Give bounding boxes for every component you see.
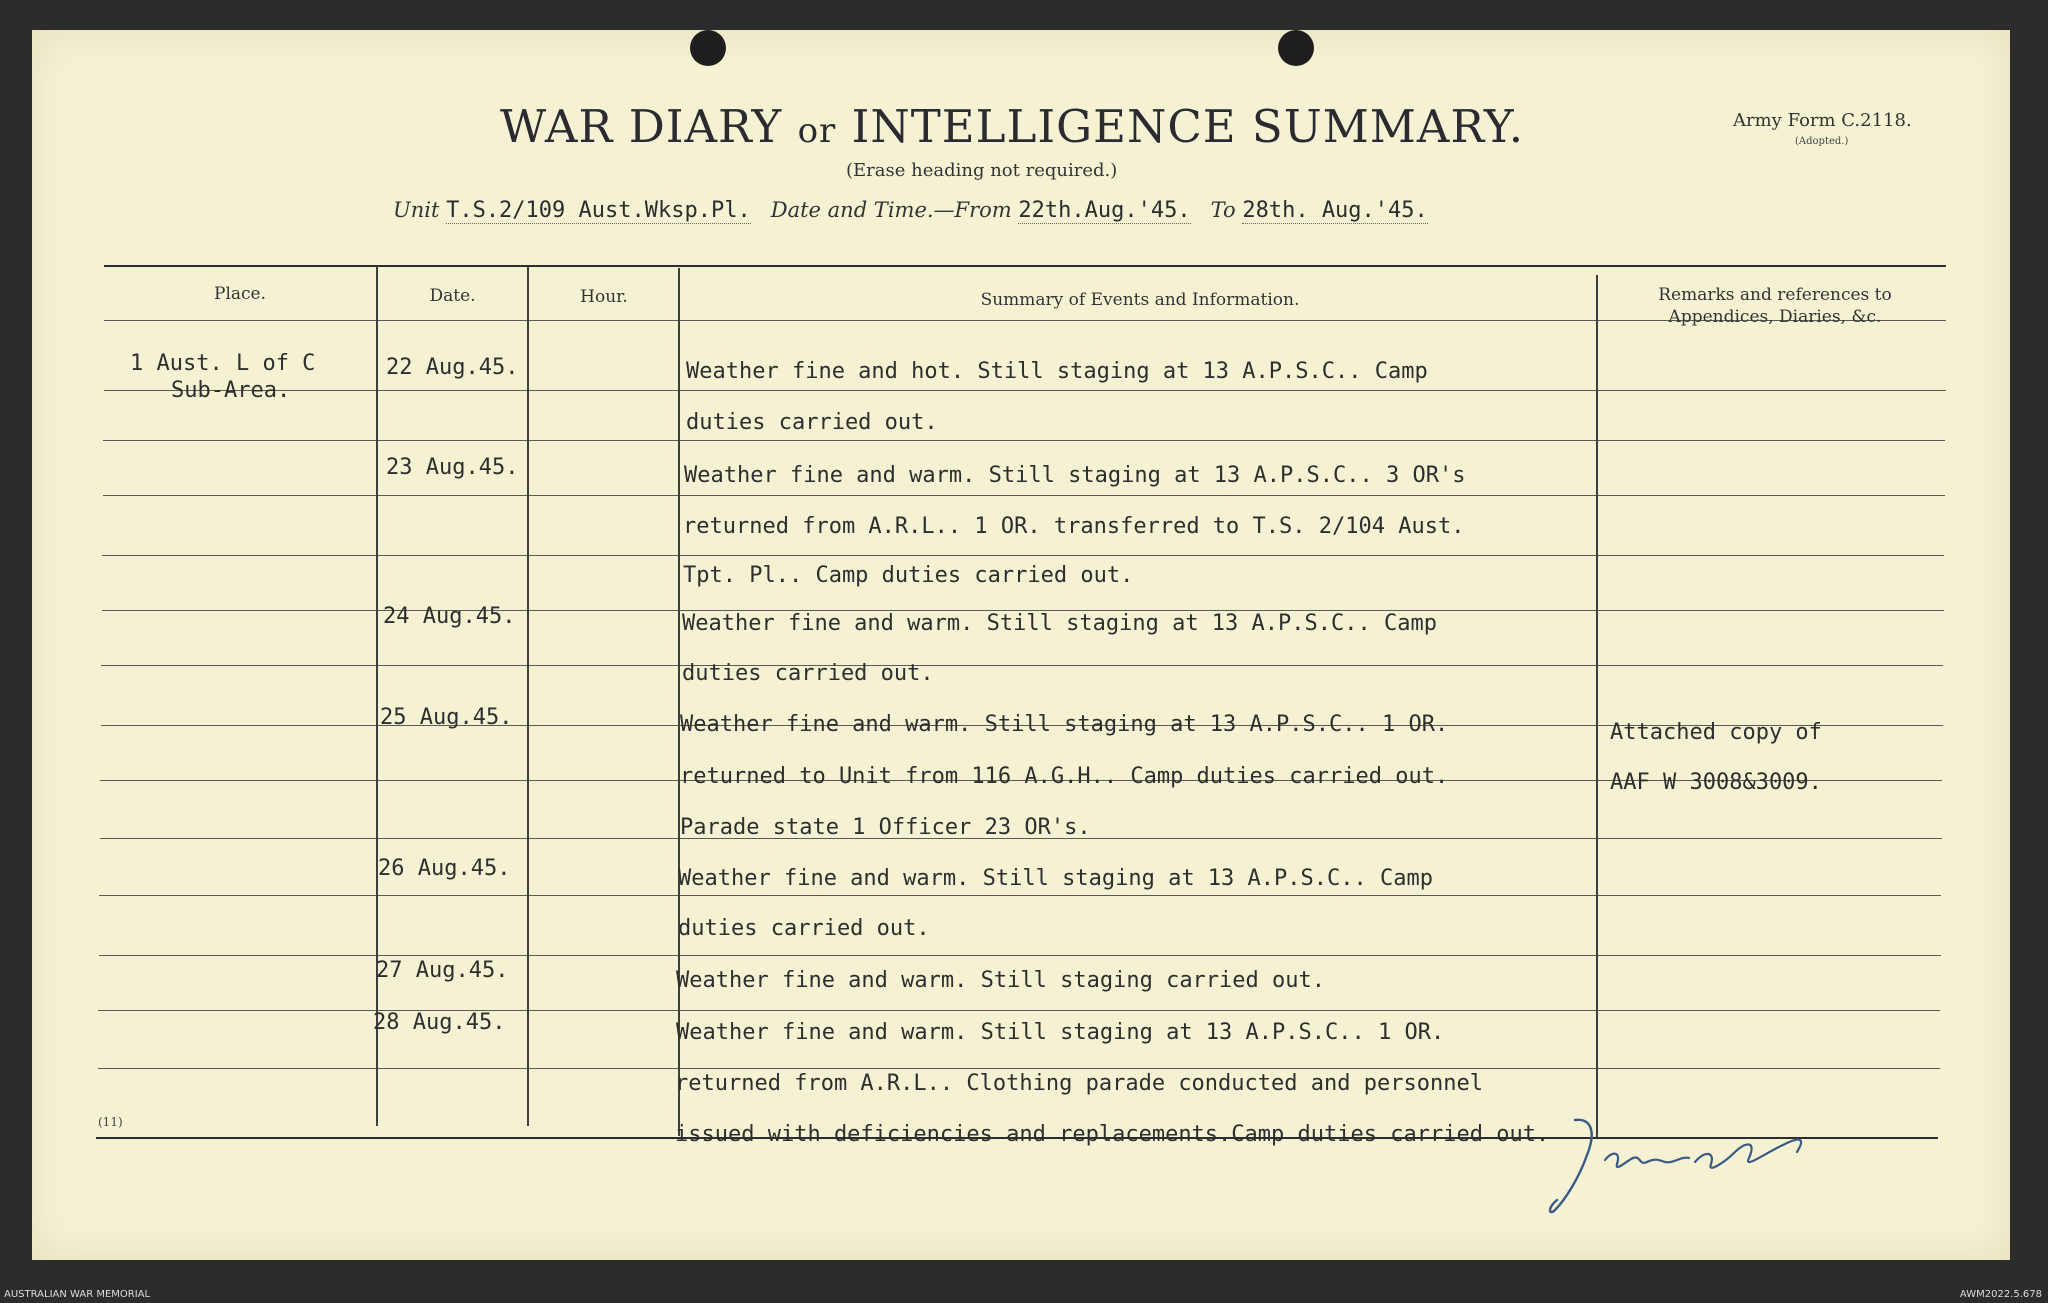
place-line-1: 1 Aust. L of C (130, 351, 316, 376)
summary-line: Weather fine and warm. Still staging carried out. (676, 968, 1326, 993)
column-rule (1596, 275, 1598, 1137)
summary-line: duties carried out. (686, 410, 938, 435)
archive-footer-right: AWM2022.5.678 (1959, 1289, 2042, 1300)
remarks-header-line-1: Remarks and references to (1658, 285, 1892, 305)
summary-line: Weather fine and warm. Still staging at 13 A.P.S.C.. Camp (682, 611, 1437, 636)
army-form-sub: (Adopted.) (1795, 136, 1849, 147)
place-column-header: Place. (214, 284, 266, 304)
page-title (500, 100, 1525, 153)
title-or: or (797, 111, 837, 151)
row-rule (98, 1068, 1940, 1069)
punch-hole (690, 30, 726, 66)
row-rule (103, 440, 1945, 441)
entry-date: 23 Aug.45. (386, 455, 519, 480)
summary-line: Weather fine and warm. Still staging at 13 A.P.S.C.. 1 OR. (680, 712, 1449, 737)
summary-line: Weather fine and hot. Still staging at 13 A.P.S.C.. Camp (686, 359, 1428, 384)
archive-footer-left: AUSTRALIAN WAR MEMORIAL (4, 1289, 151, 1300)
unit-value: T.S.2/109 Aust.Wksp.Pl. (446, 198, 751, 223)
summary-line: Weather fine and warm. Still staging at 13 A.P.S.C.. Camp (678, 866, 1433, 891)
to-date: 28th. Aug.'45. (1242, 198, 1428, 223)
unit-label: Unit (393, 198, 440, 222)
entry-date: 26 Aug.45. (378, 856, 511, 881)
column-rule (678, 268, 680, 1136)
row-rule (104, 390, 1946, 391)
to-label: To (1210, 198, 1236, 222)
row-rule (102, 555, 1944, 556)
remarks-header-line-2: Appendices, Diaries, &c. (1668, 307, 1882, 327)
summary-column-header: Summary of Events and Information. (980, 290, 1300, 310)
summary-line: issued with deficiencies and replacements.Camp duties carried out. (675, 1122, 1550, 1147)
column-rule (376, 266, 378, 1126)
remarks-column-header (1610, 284, 1940, 328)
punch-hole (1278, 30, 1314, 66)
remarks-line-1: Attached copy of (1610, 720, 1822, 745)
entry-date: 27 Aug.45. (376, 958, 509, 983)
summary-line: duties carried out. (682, 661, 934, 686)
entry-date: 22 Aug.45. (386, 355, 519, 380)
title-part-1: WAR DIARY (500, 100, 783, 153)
summary-line: duties carried out. (678, 916, 930, 941)
form-footnote: (11) (98, 1115, 123, 1129)
summary-line: returned from A.R.L.. Clothing parade conducted and personnel (675, 1071, 1483, 1096)
hour-column-header: Hour. (580, 287, 628, 307)
summary-line: Weather fine and warm. Still staging at 13 A.P.S.C.. 3 OR's (684, 463, 1466, 488)
army-form-number: Army Form C.2118. (1733, 110, 1912, 131)
signature-icon (1535, 1100, 1835, 1220)
unit-line (393, 198, 1613, 230)
entry-date: 24 Aug.45. (383, 604, 516, 629)
entry-date: 25 Aug.45. (380, 705, 513, 730)
summary-line: Tpt. Pl.. Camp duties carried out. (683, 563, 1134, 588)
date-time-label: Date and Time.—From (770, 198, 1012, 222)
summary-line: Parade state 1 Officer 23 OR's. (680, 815, 1091, 840)
summary-line: returned to Unit from 116 A.G.H.. Camp duties carried out. (680, 764, 1449, 789)
summary-line: returned from A.R.L.. 1 OR. transferred to T.S. 2/104 Aust. (683, 514, 1465, 539)
title-part-2: INTELLIGENCE SUMMARY. (851, 100, 1525, 153)
entry-date: 28 Aug.45. (373, 1010, 506, 1035)
from-date: 22th.Aug.'45. (1018, 198, 1191, 223)
table-top-rule (104, 265, 1946, 267)
summary-line: Weather fine and warm. Still staging at 13 A.P.S.C.. 1 OR. (676, 1020, 1445, 1045)
remarks-line-2: AAF W 3008&3009. (1610, 770, 1822, 795)
page-subtitle: (Erase heading not required.) (846, 160, 1118, 181)
place-line-2: Sub-Area. (171, 378, 291, 403)
date-column-header: Date. (429, 286, 476, 306)
column-rule (527, 266, 529, 1126)
row-rule (103, 495, 1945, 496)
